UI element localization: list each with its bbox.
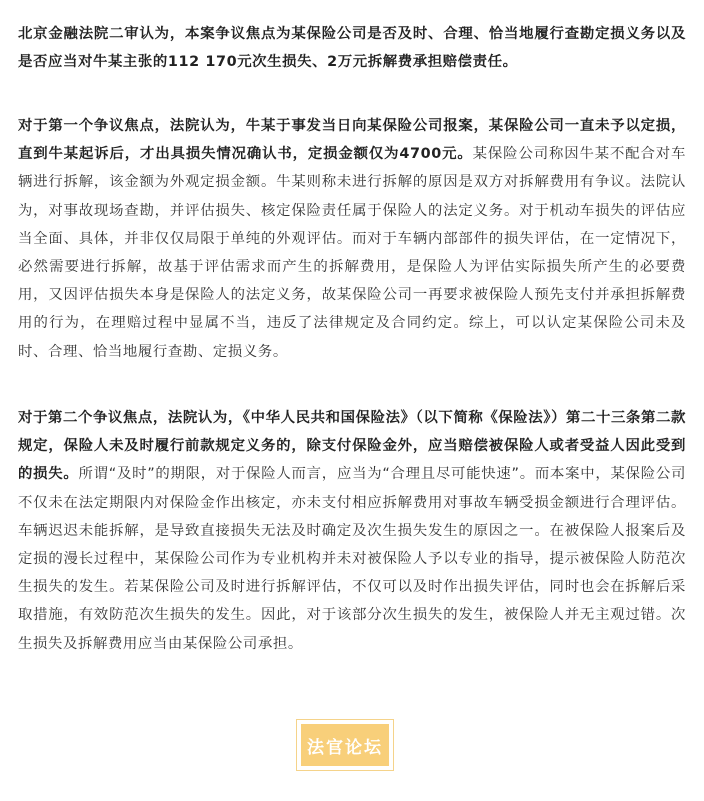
judge-forum-badge-frame[interactable] xyxy=(296,719,394,771)
paragraph-3-text: 所谓“及时”的期限，对于保险人而言，应当为“合理且尽可能快速”。而本案中，某保险公司不仅未在法定期限内对保险金作出核定，亦未支付相应拆解费用对事故车辆受损金额进行合理评估。车辆迟迟未能拆解，是导致直接损失无法及时确定及次生损失发生的原因之一。在被保险人报案后及定损的漫长过程中，某保险公司作为专业机构并未对被保险人予以专业的指导，提示被保险人防范次生损失的发生。若某保险公司及时进行拆解评估，不仅可以及时作出损失评估，同时也会在拆解后采取措施，有效防范次生损失的发生。因此，对于该部分次生损失的发生，被保险人并无主观过错。次生损失及拆解费用应当由某保险公司承担。 xyxy=(18,466,686,652)
paragraph-first-issue xyxy=(18,112,686,366)
paragraph-second-issue xyxy=(18,404,686,658)
judge-forum-badge[interactable]: 法官论坛 xyxy=(301,724,389,766)
paragraph-court-summary xyxy=(18,20,686,76)
paragraph-2-bold: 对于第一个争议焦点，法院认为，牛某于事发当日向某保险公司报案，某保险公司一直未予以定损，直到牛某起诉后，才出具损失情况确认书，定损金额仅为4700元。 xyxy=(18,118,686,163)
paragraph-3-bold: 对于第二个争议焦点，法院认为，《中华人民共和国保险法》（以下简称《保险法》）第二十三条第二款规定，保险人未及时履行前款规定义务的，除支付保险金外，应当赔偿被保险人或者受益人因此受到的损失。 xyxy=(18,410,686,483)
paragraph-1-bold: 北京金融法院二审认为，本案争议焦点为某保险公司是否及时、合理、恰当地履行查勘定损义务以及是否应当对牛某主张的112 170元次生损失、2万元拆解费承担赔偿责任。 xyxy=(18,26,686,71)
paragraph-2-text: 某保险公司称因牛某不配合对车辆进行拆解，该金额为外观定损金额。牛某则称未进行拆解的原因是双方对拆解费用有争议。法院认为，对事故现场查勘，并评估损失、核定保险责任属于保险人的法定义务。对于机动车损失的评估应当全面、具体，并非仅仅局限于单纯的外观评估。而对于车辆内部部件的损失评估，在一定情况下，必然需要进行拆解，故基于评估需求而产生的拆解费用，是保险人为评估实际损失所产生的必要费用，又因评估损失本身是保险人的法定义务，故某保险公司一再要求被保险人预先支付并承担拆解费用的行为，在理赔过程中显属不当，违反了法律规定及合同约定。综上，可以认定某保险公司未及时、合理、恰当地履行查勘、定损义务。 xyxy=(18,146,687,360)
